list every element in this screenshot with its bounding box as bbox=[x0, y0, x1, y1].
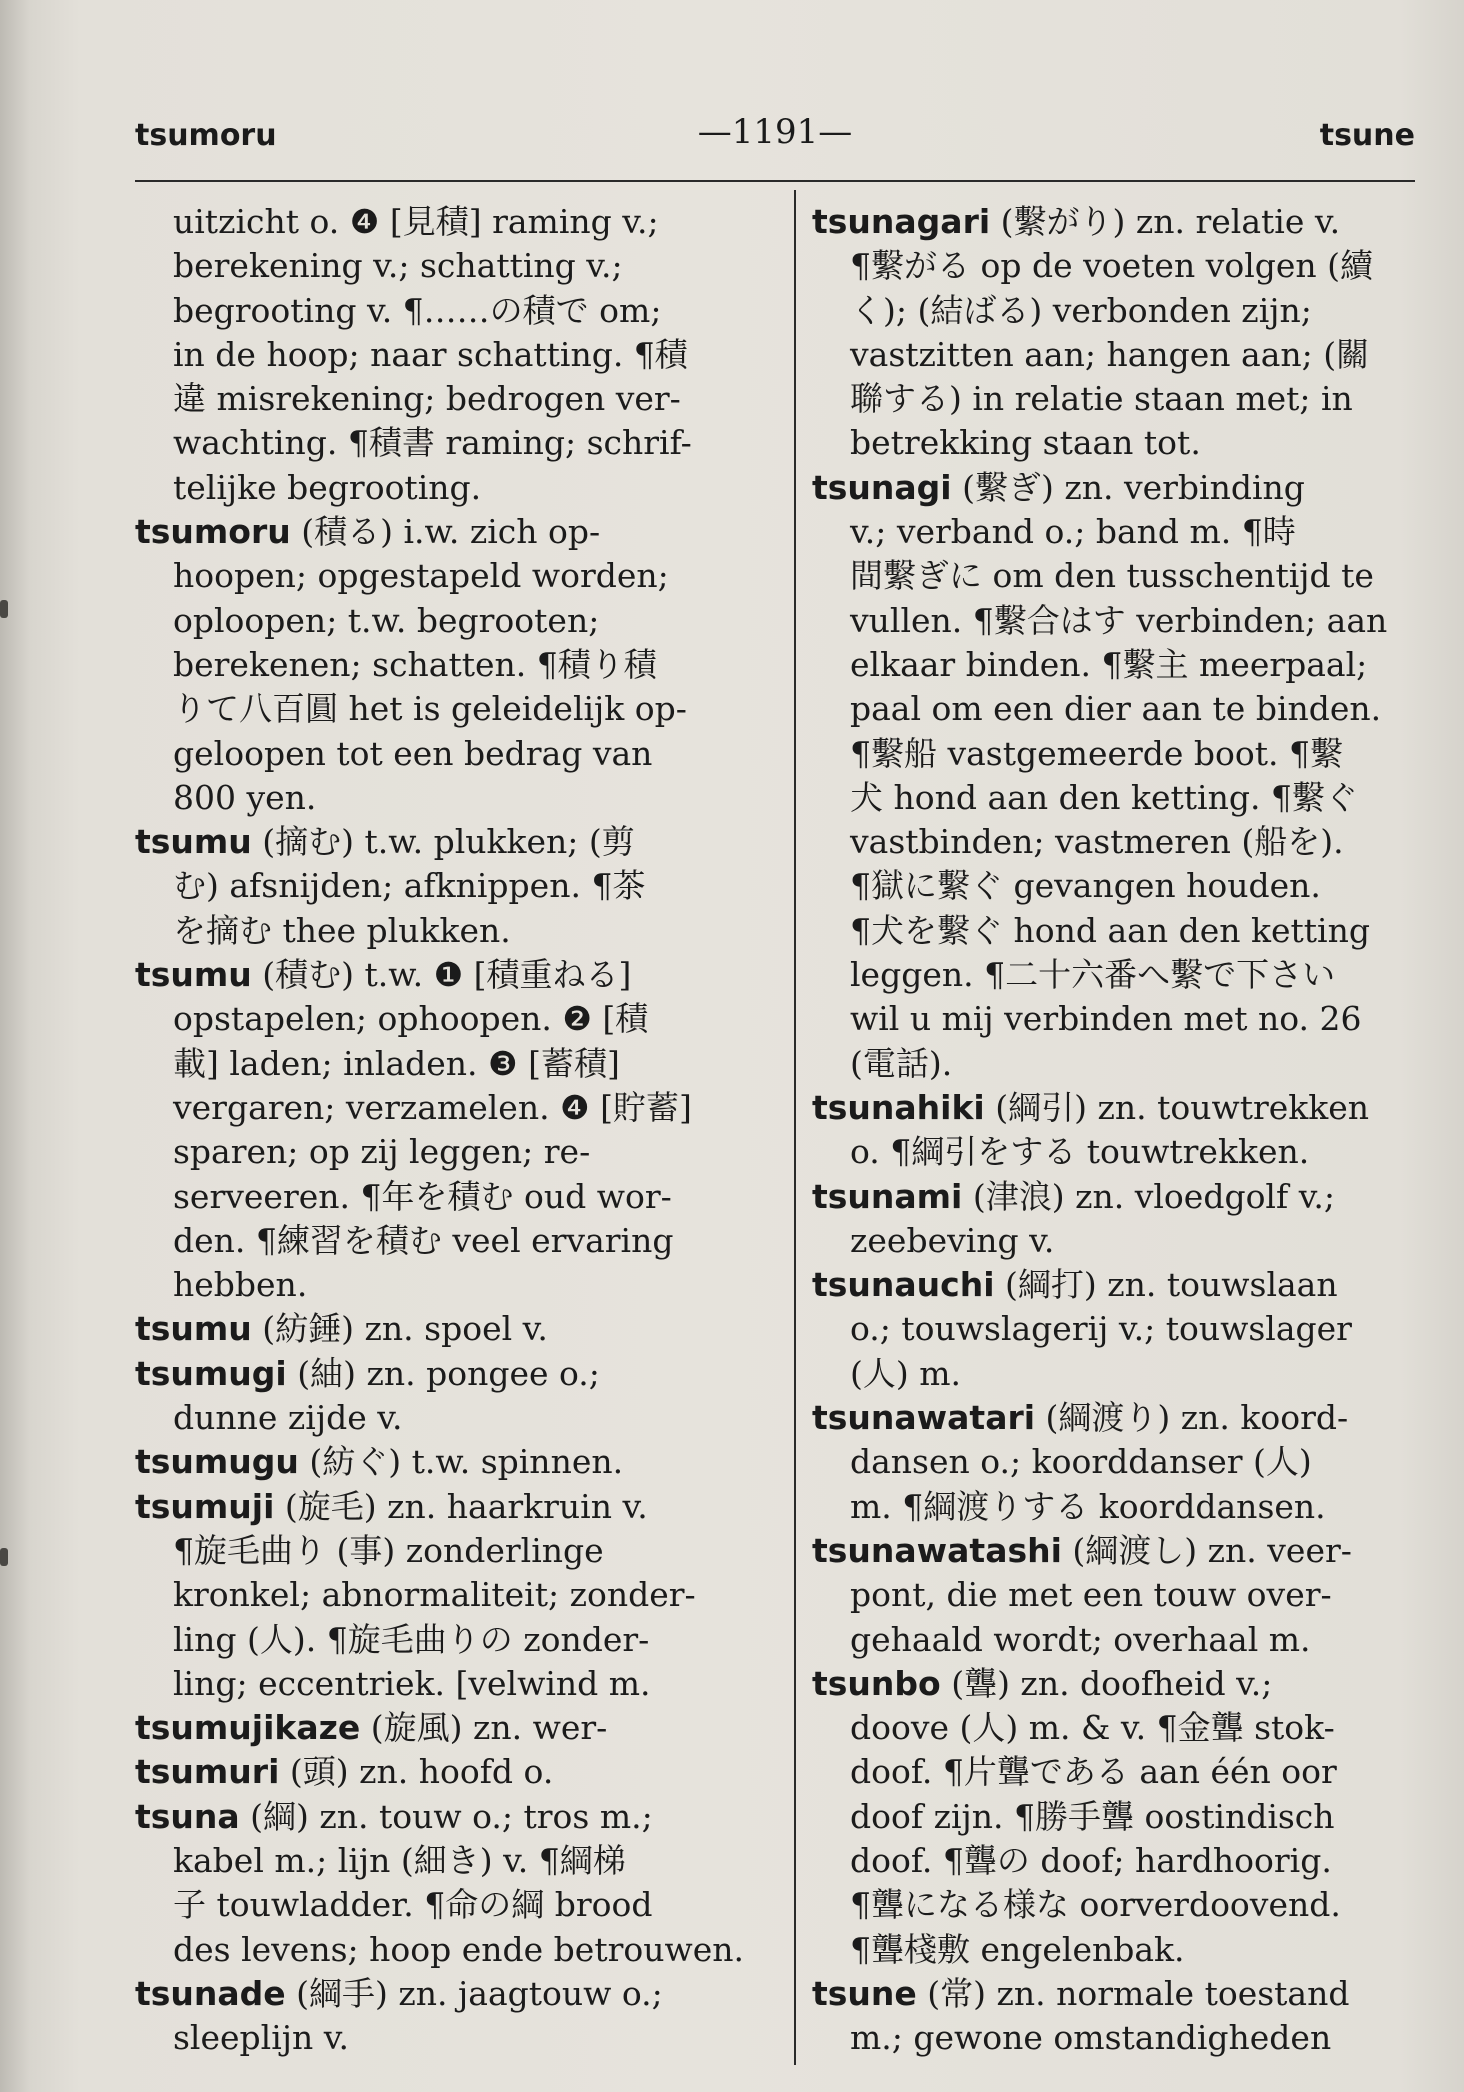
entry-line bbox=[135, 643, 755, 687]
definition-text: (紡錘) zn. spoel v. bbox=[251, 1309, 548, 1349]
dictionary-entry bbox=[135, 1485, 755, 1706]
entry-line bbox=[135, 1618, 755, 1662]
entry-line bbox=[812, 554, 1432, 598]
headword: tsumuri bbox=[135, 1752, 280, 1792]
definition-text: (常) zn. normale toestand bbox=[916, 1973, 1350, 2013]
entry-line bbox=[812, 1662, 1432, 1706]
definition-text: gehaald wordt; overhaal m. bbox=[850, 1619, 1311, 1659]
entry-line bbox=[135, 776, 755, 820]
definition-text: kronkel; abnormaliteit; zonder- bbox=[173, 1575, 696, 1615]
definition-text: む) afsnijden; afknippen. ¶茶 bbox=[173, 866, 646, 906]
dictionary-entry bbox=[812, 466, 1432, 1086]
entry-line bbox=[135, 1396, 755, 1440]
definition-text: (綱手) zn. jaagtouw o.; bbox=[285, 1973, 663, 2013]
definition-text: (紬) zn. pongee o.; bbox=[286, 1353, 600, 1393]
entry-line bbox=[812, 1795, 1432, 1839]
entry-line bbox=[812, 1307, 1432, 1351]
entry-line bbox=[135, 1928, 755, 1972]
entry-line bbox=[812, 377, 1432, 421]
definition-text: ¶聾になる様な oorverdoovend. bbox=[850, 1885, 1341, 1925]
definition-text: wil u mij verbinden met no. 26 bbox=[850, 999, 1362, 1039]
entry-line bbox=[812, 1175, 1432, 1219]
headword: tsuna bbox=[135, 1796, 240, 1836]
definition-text: ¶繫船 vastgemeerde boot. ¶繫 bbox=[850, 733, 1344, 773]
definition-text: wachting. ¶積書 raming; schrif- bbox=[173, 423, 692, 463]
headword: tsunami bbox=[812, 1176, 963, 1216]
entry-line bbox=[812, 1263, 1432, 1307]
entry-line bbox=[812, 776, 1432, 820]
definition-text: m.; gewone omstandigheden bbox=[850, 2018, 1332, 2058]
definition-text: vergaren; verzamelen. ❹ [貯蓄] bbox=[173, 1087, 692, 1127]
definition-text: (綱渡り) zn. koord- bbox=[1035, 1398, 1349, 1438]
entry-line bbox=[812, 510, 1432, 554]
entry-line bbox=[135, 1219, 755, 1263]
definition-text: く); (結ばる) verbonden zijn; bbox=[850, 290, 1312, 330]
entry-line bbox=[135, 200, 755, 244]
entry-line bbox=[135, 1529, 755, 1573]
entry-line bbox=[135, 599, 755, 643]
definition-text: (綱) zn. touw o.; tros m.; bbox=[239, 1796, 653, 1836]
definition-text: paal om een dier aan te binden. bbox=[850, 689, 1382, 729]
entry-line bbox=[812, 732, 1432, 776]
definition-text: 子 touwladder. ¶命の綱 brood bbox=[173, 1885, 653, 1925]
headword: tsunawatashi bbox=[812, 1530, 1062, 1570]
entry-line bbox=[135, 554, 755, 598]
dictionary-entry bbox=[135, 1440, 755, 1484]
definition-text: ¶旋毛曲り (事) zonderlinge bbox=[173, 1530, 604, 1570]
definition-text: (摘む) t.w. plukken; (剪 bbox=[251, 822, 635, 862]
dictionary-entry bbox=[135, 1352, 755, 1441]
entry-line bbox=[812, 864, 1432, 908]
dictionary-entry bbox=[812, 1263, 1432, 1396]
entry-line bbox=[135, 687, 755, 731]
entry-line bbox=[812, 1086, 1432, 1130]
definition-text: hoopen; opgestapeld worden; bbox=[173, 556, 669, 596]
column-divider bbox=[794, 190, 796, 2065]
dictionary-entry bbox=[135, 1750, 755, 1794]
entry-line bbox=[135, 1130, 755, 1174]
definition-text: ling; eccentriek. [velwind m. bbox=[173, 1663, 651, 1703]
definition-text: を摘む thee plukken. bbox=[173, 910, 511, 950]
dictionary-entry bbox=[812, 1175, 1432, 1264]
headword: tsunagi bbox=[812, 467, 952, 507]
dictionary-entry bbox=[135, 953, 755, 1307]
entry-line bbox=[812, 244, 1432, 288]
definition-text: (聾) zn. doofheid v.; bbox=[940, 1663, 1273, 1703]
entry-line bbox=[812, 289, 1432, 333]
definition-text: geloopen tot een bedrag van bbox=[173, 733, 653, 773]
definition-text: in de hoop; naar schatting. ¶積 bbox=[173, 334, 688, 374]
definition-text: ¶繫がる op de voeten volgen (續 bbox=[850, 246, 1374, 286]
definition-text: uitzicht o. ❹ [見積] raming v.; bbox=[173, 202, 659, 241]
definition-text: (積る) i.w. zich op- bbox=[290, 512, 601, 552]
headword: tsumoru bbox=[135, 512, 291, 552]
dictionary-entry bbox=[135, 1706, 755, 1750]
right-guide-word: tsune bbox=[1319, 118, 1415, 153]
entry-line bbox=[135, 732, 755, 776]
entry-line bbox=[135, 244, 755, 288]
entry-line bbox=[812, 1529, 1432, 1573]
entry-line bbox=[135, 1662, 755, 1706]
definition-text: betrekking staan tot. bbox=[850, 423, 1201, 463]
dictionary-entry bbox=[812, 1972, 1432, 2061]
entry-line bbox=[135, 1263, 755, 1307]
entry-line bbox=[135, 997, 755, 1041]
definition-text: dansen o.; koorddanser (人) bbox=[850, 1442, 1312, 1482]
definition-text: hebben. bbox=[173, 1265, 308, 1305]
definition-text: doof zijn. ¶勝手聾 oostindisch bbox=[850, 1796, 1335, 1836]
definition-text: ¶聾棧敷 engelenbak. bbox=[850, 1929, 1185, 1969]
definition-text: (津浪) zn. vloedgolf v.; bbox=[962, 1176, 1336, 1216]
headword: tsunawatari bbox=[812, 1398, 1036, 1438]
dictionary-entry bbox=[135, 1307, 755, 1351]
definition-text: ling (人). ¶旋毛曲りの zonder- bbox=[173, 1619, 650, 1659]
definition-text: serveeren. ¶年を積む oud wor- bbox=[173, 1176, 672, 1216]
entry-line bbox=[135, 1175, 755, 1219]
entry-line bbox=[812, 953, 1432, 997]
entry-line bbox=[812, 421, 1432, 465]
headword: tsunade bbox=[135, 1973, 286, 2013]
definition-text: 聯する) in relatie staan met; in bbox=[850, 379, 1353, 419]
headword: tsunauchi bbox=[812, 1265, 995, 1305]
dictionary-entry bbox=[812, 1662, 1432, 1972]
entry-line bbox=[135, 1706, 755, 1750]
left-guide-word: tsumoru bbox=[135, 118, 277, 153]
entry-line bbox=[812, 820, 1432, 864]
entry-line bbox=[812, 1573, 1432, 1617]
definition-text: doove (人) m. & v. ¶金聾 stok- bbox=[850, 1708, 1335, 1748]
entry-line bbox=[135, 1750, 755, 1794]
definition-text: (綱引) zn. touwtrekken bbox=[984, 1087, 1370, 1127]
definition-text: vastzitten aan; hangen aan; (關 bbox=[850, 334, 1370, 374]
headword: tsunagari bbox=[812, 202, 991, 241]
entry-line bbox=[812, 1972, 1432, 2016]
headword: tsumu bbox=[135, 1309, 252, 1349]
headword: tsumugi bbox=[135, 1353, 287, 1393]
definition-text: des levens; hoop ende betrouwen. bbox=[173, 1929, 744, 1969]
entry-line bbox=[812, 1440, 1432, 1484]
definition-text: 800 yen. bbox=[173, 777, 317, 817]
headword: tsumujikaze bbox=[135, 1708, 361, 1748]
entry-line bbox=[812, 466, 1432, 510]
entry-line bbox=[135, 466, 755, 510]
entry-line bbox=[135, 1485, 755, 1529]
entry-line bbox=[812, 1485, 1432, 1529]
page-number: —1191— bbox=[697, 112, 853, 152]
definition-text: begrooting v. ¶……の積で om; bbox=[173, 290, 662, 330]
entry-line bbox=[135, 1307, 755, 1351]
definition-text: opstapelen; ophoopen. ❷ [積 bbox=[173, 999, 649, 1039]
entry-line bbox=[135, 953, 755, 997]
left-column bbox=[135, 200, 755, 2060]
headword: tsunbo bbox=[812, 1663, 941, 1703]
entry-line bbox=[135, 421, 755, 465]
dictionary-entry bbox=[135, 1795, 755, 1972]
headword: tsumugu bbox=[135, 1442, 299, 1482]
definition-text: 違 misrekening; bedrogen ver- bbox=[173, 379, 681, 419]
definition-text: m. ¶綱渡りする koorddansen. bbox=[850, 1486, 1326, 1526]
entry-line bbox=[812, 1928, 1432, 1972]
binding-mark bbox=[0, 1548, 8, 1566]
definition-text: (人) m. bbox=[850, 1353, 962, 1393]
entry-line bbox=[812, 1219, 1432, 1263]
definition-text: (旋毛) zn. haarkruin v. bbox=[274, 1486, 648, 1526]
entry-line bbox=[135, 1795, 755, 1839]
definition-text: berekening v.; schatting v.; bbox=[173, 246, 623, 286]
entry-line bbox=[135, 1042, 755, 1086]
definition-text: telijke begrooting. bbox=[173, 467, 482, 507]
entry-line bbox=[812, 643, 1432, 687]
definition-text: sleeplijn v. bbox=[173, 2018, 349, 2058]
entry-line bbox=[812, 1883, 1432, 1927]
entry-line bbox=[812, 1839, 1432, 1883]
definition-text: kabel m.; lijn (細き) v. ¶綱梯 bbox=[173, 1840, 626, 1880]
entry-line bbox=[812, 200, 1432, 244]
definition-text: vastbinden; vastmeren (船を). bbox=[850, 822, 1344, 862]
entry-line bbox=[812, 2016, 1432, 2060]
definition-text: elkaar binden. ¶繫主 meerpaal; bbox=[850, 644, 1368, 684]
definition-text: doof. ¶聾の doof; hardhoorig. bbox=[850, 1840, 1332, 1880]
definition-text: dunne zijde v. bbox=[173, 1398, 403, 1438]
entry-line bbox=[135, 1086, 755, 1130]
entry-line bbox=[135, 289, 755, 333]
entry-line bbox=[135, 1839, 755, 1883]
entry-line bbox=[812, 333, 1432, 377]
entry-line bbox=[135, 1972, 755, 2016]
definition-text: (綱渡し) zn. veer- bbox=[1061, 1530, 1352, 1570]
entry-line bbox=[135, 1573, 755, 1617]
dictionary-entry bbox=[135, 510, 755, 820]
definition-text: zeebeving v. bbox=[850, 1220, 1055, 1260]
entry-line bbox=[135, 1440, 755, 1484]
definition-text: (旋風) zn. wer- bbox=[360, 1708, 608, 1748]
entry-line bbox=[812, 997, 1432, 1041]
definition-text: vullen. ¶繫合はす verbinden; aan bbox=[850, 600, 1388, 640]
dictionary-entry bbox=[135, 820, 755, 953]
entry-line bbox=[135, 864, 755, 908]
definition-text: berekenen; schatten. ¶積り積 bbox=[173, 644, 657, 684]
entry-line bbox=[135, 1883, 755, 1927]
definition-text: pont, die met een touw over- bbox=[850, 1575, 1332, 1615]
entry-line bbox=[135, 820, 755, 864]
definition-text: 犬 hond aan den ketting. ¶繫ぐ bbox=[850, 777, 1358, 817]
definition-text: ¶獄に繫ぐ gevangen houden. bbox=[850, 866, 1321, 906]
dictionary-entry bbox=[135, 1972, 755, 2061]
definition-text: (紡ぐ) t.w. spinnen. bbox=[298, 1442, 624, 1482]
dictionary-entry bbox=[812, 1529, 1432, 1662]
definition-text: 間繫ぎに om den tusschentijd te bbox=[850, 556, 1374, 596]
entry-line bbox=[812, 909, 1432, 953]
definition-text: 載] laden; inladen. ❸ [蓄積] bbox=[173, 1043, 620, 1083]
entry-line bbox=[135, 909, 755, 953]
headword: tsunahiki bbox=[812, 1087, 985, 1127]
definition-text: (電話). bbox=[850, 1043, 953, 1083]
entry-line bbox=[135, 2016, 755, 2060]
definition-text: o. ¶綱引をする touwtrekken. bbox=[850, 1132, 1310, 1172]
headword: tsumu bbox=[135, 955, 252, 995]
entry-line bbox=[812, 1352, 1432, 1396]
definition-text: v.; verband o.; band m. ¶時 bbox=[850, 512, 1296, 552]
entry-line bbox=[812, 687, 1432, 731]
dictionary-entry bbox=[135, 200, 755, 510]
entry-line bbox=[812, 1618, 1432, 1662]
definition-text: (積む) t.w. ❶ [積重ねる] bbox=[251, 955, 632, 995]
definition-text: りて八百圓 het is geleidelijk op- bbox=[173, 689, 687, 729]
headword: tsumuji bbox=[135, 1486, 275, 1526]
entry-line bbox=[135, 333, 755, 377]
entry-line bbox=[812, 1130, 1432, 1174]
entry-line bbox=[812, 1750, 1432, 1794]
entry-line bbox=[135, 510, 755, 554]
definition-text: doof. ¶片聾である aan één oor bbox=[850, 1752, 1337, 1792]
header-rule bbox=[135, 180, 1415, 182]
entry-line bbox=[812, 1396, 1432, 1440]
page-header bbox=[135, 108, 1415, 158]
entry-line bbox=[135, 1352, 755, 1396]
binding-mark bbox=[0, 600, 8, 618]
definition-text: (繫ぎ) zn. verbinding bbox=[951, 467, 1305, 507]
definition-text: o.; touwslagerij v.; touwslager bbox=[850, 1309, 1352, 1349]
headword: tsune bbox=[812, 1973, 917, 2013]
headword: tsumu bbox=[135, 822, 252, 862]
dictionary-entry bbox=[812, 1086, 1432, 1175]
definition-text: leggen. ¶二十六番へ繫で下さい bbox=[850, 955, 1336, 995]
entry-line bbox=[812, 1706, 1432, 1750]
definition-text: (頭) zn. hoofd o. bbox=[279, 1752, 554, 1792]
dictionary-entry bbox=[812, 1396, 1432, 1529]
definition-text: (繫がり) zn. relatie v. bbox=[990, 202, 1341, 241]
dictionary-entry bbox=[812, 200, 1432, 466]
definition-text: den. ¶練習を積む veel ervaring bbox=[173, 1220, 674, 1260]
entry-line bbox=[812, 599, 1432, 643]
entry-line bbox=[812, 1042, 1432, 1086]
entry-line bbox=[135, 377, 755, 421]
definition-text: oploopen; t.w. begrooten; bbox=[173, 600, 600, 640]
right-column bbox=[812, 200, 1432, 2060]
definition-text: ¶犬を繫ぐ hond aan den ketting bbox=[850, 910, 1370, 950]
definition-text: (綱打) zn. touwslaan bbox=[994, 1265, 1338, 1305]
definition-text: sparen; op zij leggen; re- bbox=[173, 1132, 591, 1172]
